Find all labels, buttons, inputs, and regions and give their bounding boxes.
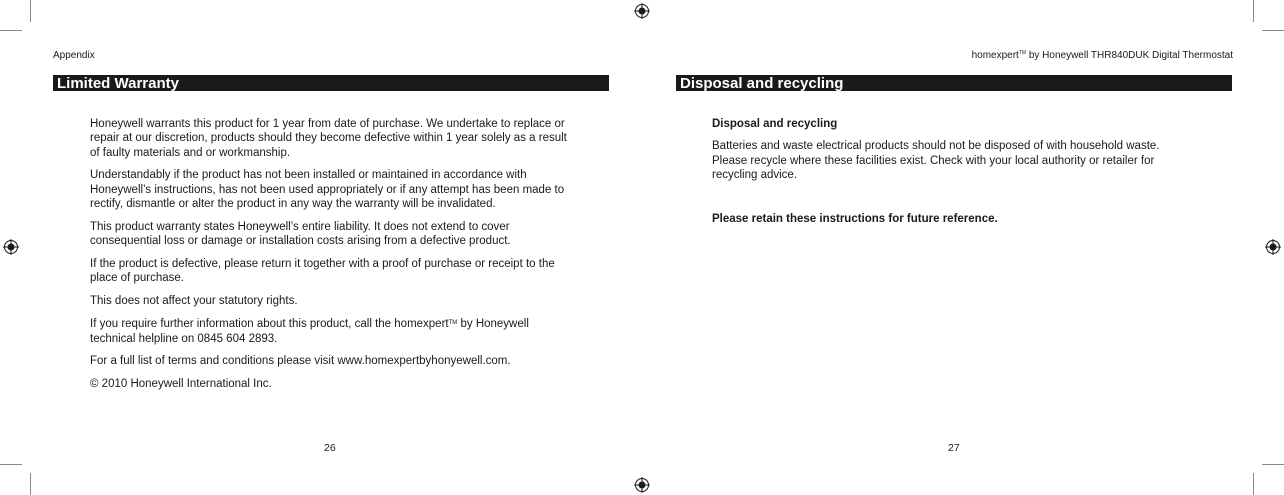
crop-mark-top-right-horizontal — [1262, 30, 1284, 31]
registration-mark-right-icon — [1265, 239, 1281, 255]
page-number-right: 27 — [948, 442, 960, 454]
helpline-text-start: If you require further information about this product, call the homexpert — [90, 318, 449, 331]
warranty-paragraph: This does not affect your statutory rights. — [90, 294, 298, 307]
crop-mark-top-left-horizontal — [0, 30, 22, 31]
crop-mark-bottom-right-horizontal — [1262, 464, 1284, 465]
crop-mark-top-left — [30, 0, 31, 22]
terms-paragraph: For a full list of terms and conditions please visit www.homexpertbyhonyewell.com. — [90, 355, 511, 368]
warranty-paragraph: Understandably if the product has not been installed or maintained in accordance with Honeywell’s instructions, has not been used appropriately or if any attempt has been made to rectify, dismantle or alter the product in any way the warranty will be invalidated. — [90, 169, 565, 210]
crop-mark-bottom-left — [30, 473, 31, 495]
registration-mark-top-icon — [634, 3, 650, 19]
warranty-body — [90, 117, 570, 400]
trademark-symbol: TM — [448, 320, 458, 327]
running-head-appendix: Appendix — [53, 50, 95, 61]
disposal-body — [712, 117, 1172, 226]
crop-mark-bottom-left-horizontal — [0, 464, 22, 465]
running-head-product — [972, 50, 1233, 61]
disposal-paragraph: Batteries and waste electrical products should not be disposed of with household waste. Please recycle where these facilities exist. Check with your local authority or retailer for recycling advice. — [712, 140, 1160, 181]
warranty-paragraph: Honeywell warrants this product for 1 year from date of purchase. We undertake to replace or repair at our discretion, products should they become defective within 1 year solely as a result of faulty materials and or workmanship. — [90, 118, 567, 159]
running-head-trademark: TM — [1018, 50, 1027, 56]
registration-mark-bottom-icon — [634, 477, 650, 493]
page-number-left: 26 — [324, 442, 336, 454]
retain-instructions-note: Please retain these instructions for future reference. — [712, 213, 998, 226]
warranty-paragraph: This product warranty states Honeywell’s entire liability. It does not extend to cover consequential loss or damage or installation costs arising from a defective product. — [90, 220, 511, 247]
running-head-brand: homexpert — [971, 50, 1019, 61]
helpline-text-end: by Honeywell technical helpline on 0845 604 2893. — [90, 318, 529, 345]
warranty-paragraph: If the product is defective, please return it together with a proof of purchase or receipt to the place of purchase. — [90, 257, 555, 284]
section-title-limited-warranty: Limited Warranty — [53, 75, 609, 91]
running-head-model: by Honeywell THR840DUK Digital Thermostat — [1026, 50, 1233, 61]
crop-mark-bottom-right — [1253, 473, 1254, 495]
disposal-subheading: Disposal and recycling — [712, 118, 838, 130]
helpline-paragraph — [90, 316, 570, 346]
crop-mark-top-right — [1253, 0, 1254, 22]
section-title-disposal: Disposal and recycling — [676, 75, 1232, 91]
registration-mark-left-icon — [3, 239, 19, 255]
copyright-notice: © 2010 Honeywell International Inc. — [90, 377, 272, 390]
